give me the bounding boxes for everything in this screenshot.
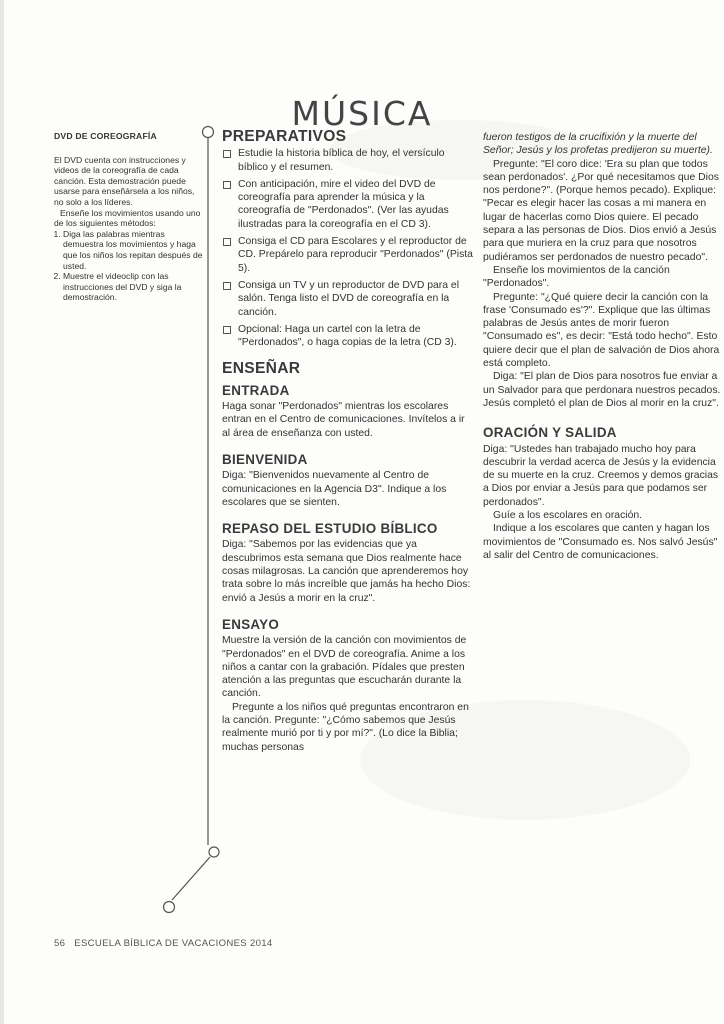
paragraph: Indique a los escolares que canten y hagan los movimientos de "Consumado es. Nos salvó Jesús" al salir del Centro de comunicaciones. bbox=[483, 523, 718, 561]
footer-text: ESCUELA BÍBLICA DE VACACIONES 2014 bbox=[74, 938, 273, 949]
page-title: MÚSICA bbox=[291, 94, 433, 134]
paragraph: Muestre la versión de la canción con movimientos de "Perdonados" en el DVD de coreografía. Anime a los niños a cantar con la grabación. Pídales que presten atención a las preguntas que escucharán durante la canción. bbox=[222, 635, 467, 700]
section-ensayo bbox=[222, 618, 475, 754]
page-number: 56 bbox=[54, 938, 66, 949]
checkbox-icon bbox=[223, 150, 231, 158]
paragraph: Diga: "Sabemos por las evidencias que ya descubrimos esta semana que Dios realmente hace cosas milagrosas. La canción que aprenderemos hoy trata sobre lo más increíble que jamás ha hecho Dios: envió a Jesús a morir en la cruz". bbox=[222, 539, 471, 604]
method-item: 1. Diga las palabras mientras demuestra los movimientos y haga que los niños los repitan después de usted. bbox=[63, 229, 206, 271]
paragraph: Pregunte: "El coro dice: 'Era su plan que todos sean perdonados'. ¿Por qué necesitamos que Dios nos perdone?". (Porque hemos pecado). Explique: "Pecar es elegir hacer las cosas a mi manera en lugar de hacerlas como Dios quiere. El pecado separa a las personas de Dios. Dios envió a Jesús para que muriera en la cruz para que nosotros pudiéramos ser perdonados de nuestro pecado". bbox=[483, 158, 719, 263]
subsection-heading: REPASO DEL ESTUDIO BÍBLICO bbox=[222, 521, 438, 537]
sidebar-heading: DVD DE COREOGRAFÍA bbox=[54, 131, 157, 141]
checkbox-icon bbox=[223, 238, 231, 246]
page-footer bbox=[54, 938, 279, 949]
paragraph: Diga: "Ustedes han trabajado mucho hoy para descubrir la verdad acerca de Jesús y la evidencia de su muerte en la cruz. Creemos y demos gracias a Dios por enviar a Jesús para que podamos ser perdonados". bbox=[483, 443, 719, 508]
right-column bbox=[483, 131, 721, 562]
section-heading-ensenar: ENSEÑAR bbox=[222, 360, 301, 378]
paragraph: Haga sonar "Perdonados" mientras los escolares entran en el Centro de comunicaciones. Invítelos a ir al área de enseñanza con usted. bbox=[222, 401, 465, 439]
subsection-heading: ENSAYO bbox=[222, 616, 280, 632]
paragraph: Pregunte a los niños qué preguntas encontraron en la canción. Pregunte: "¿Cómo sabemos que Jesús realmente murió por ti y por mí?". (Lo dice la Biblia; muchas personas bbox=[222, 701, 469, 753]
sidebar-paragraph: El DVD cuenta con instrucciones y videos de la coreografía de cada canción. Esta demostración puede usarse para enseñársela a los niños, no solo a los líderes. bbox=[54, 154, 195, 207]
method-item: 2. Muestre el videoclip con las instrucciones del DVD y siga la demostración. bbox=[63, 271, 206, 303]
timeline-node-icon bbox=[209, 847, 219, 857]
checkbox-icon bbox=[223, 181, 231, 189]
checklist-item: Estudie la historia bíblica de hoy, el versículo bíblico y el resumen. bbox=[222, 147, 475, 174]
timeline-node-icon bbox=[203, 127, 214, 138]
paragraph: Enseñe los movimientos de la canción "Perdonados". bbox=[483, 264, 670, 290]
timeline-decoration bbox=[150, 120, 230, 920]
timeline-node-icon bbox=[164, 902, 175, 913]
checklist-item: Opcional: Haga un cartel con la letra de "Perdonados", o haga copias de la letra (CD 3). bbox=[222, 323, 475, 350]
checklist-item: Con anticipación, mire el video del DVD de coreografía para aprender la música y la coreografía de "Perdonados". (Ver las ayudas ilustradas para la coreografía en el CD 3). bbox=[222, 178, 475, 231]
timeline-line bbox=[172, 857, 210, 900]
checklist bbox=[222, 147, 475, 349]
page-edge bbox=[0, 0, 4, 1024]
section-entrada bbox=[222, 384, 475, 440]
paragraph: Guíe a los escolares en oración. bbox=[493, 510, 643, 522]
paragraph: Pregunte: "¿Qué quiere decir la canción con la frase 'Consumado es'?". Explique que las últimas palabras de Jesús antes de morir fueron "Consumado es", es decir: "Está todo hecho". Esto quiere decir que el plan de salvación de Dios ahora está completo. bbox=[483, 291, 720, 370]
subsection-heading: ORACIÓN Y SALIDA bbox=[483, 425, 617, 441]
checkbox-icon bbox=[223, 326, 231, 334]
checkbox-icon bbox=[223, 282, 231, 290]
section-heading: PREPARATIVOS bbox=[222, 128, 347, 145]
section-preparativos bbox=[222, 130, 475, 349]
section-bienvenida bbox=[222, 453, 475, 509]
middle-column bbox=[222, 130, 475, 767]
checklist-item: Consiga un TV y un reproductor de DVD para el salón. Tenga listo el DVD de coreografía en la canción. bbox=[222, 279, 475, 319]
subsection-heading: BIENVENIDA bbox=[222, 451, 308, 467]
subsection-heading: ENTRADA bbox=[222, 382, 290, 398]
checklist-item: Consiga el CD para Escolares y el reproductor de CD. Prepárelo para reproducir "Perdonados" (Pista 5). bbox=[222, 235, 475, 275]
paragraph: Diga: "El plan de Dios para nosotros fue enviar a un Salvador para que perdonara nuestros pecados. Jesús completó el plan de Dios al morir en la cruz". bbox=[483, 371, 721, 409]
sidebar-paragraph: Enseñe los movimientos usando uno de los siguientes métodos: bbox=[54, 207, 201, 229]
paragraph: Diga: "Bienvenidos nuevamente al Centro de comunicaciones en la Agencia D3". Indique a los escolares que se sienten. bbox=[222, 470, 447, 508]
paragraph: fueron testigos de la crucifixión y la muerte del Señor; Jesús y los profetas predijeron su muerte). bbox=[483, 132, 713, 157]
section-repaso bbox=[222, 522, 475, 605]
